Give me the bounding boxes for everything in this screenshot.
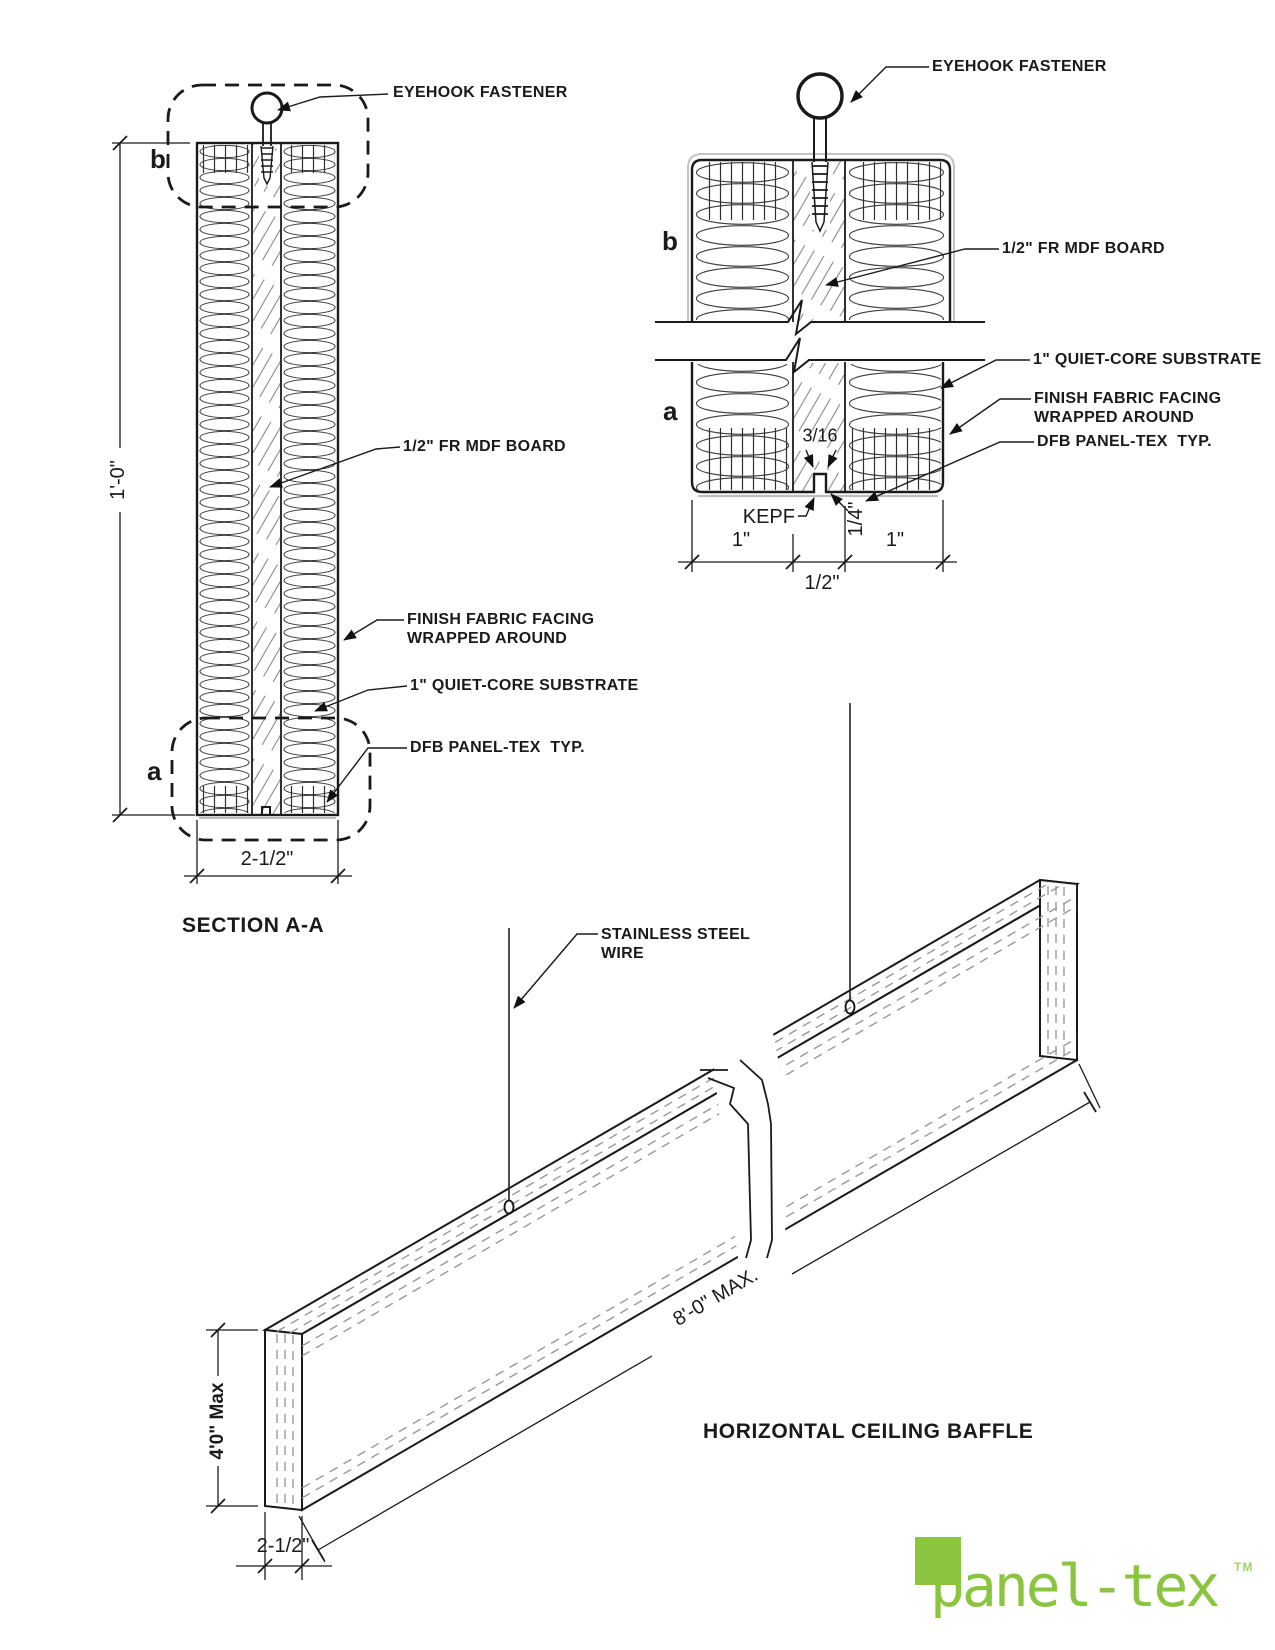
dim-baffle-height: 4'0" Max [206,1382,228,1460]
isometric-drawing [206,703,1100,1580]
label-dfb-paneltex: DFB PANEL-TEX TYP. [410,739,585,756]
marker-b: b [662,226,678,256]
label-mdf-board: 1/2" FR MDF BOARD [403,438,566,455]
label-fabric-facing-2: WRAPPED AROUND [407,630,568,647]
dim-baffle-length: 8'-0" MAX. [669,1263,762,1331]
dim-panel-height: 1'-0" [107,460,130,500]
label-fabric-facing: FINISH FABRIC FACING [407,611,595,628]
dim-panel-width: 2-1/2" [240,848,294,871]
label-eyehook-fastener: EYEHOOK FASTENER [393,84,568,101]
dim-left-inch: 1" [731,529,751,552]
label-stainless-wire: STAINLESS STEEL [601,926,751,943]
label-stainless-wire-2: WIRE [601,945,644,962]
marker-a: a [663,396,678,426]
label-fabric-facing-2: WRAPPED AROUND [1034,409,1195,426]
label-quiet-core: 1" QUIET-CORE SUBSTRATE [1033,351,1262,368]
label-fabric-facing: FINISH FABRIC FACING [1034,390,1222,407]
marker-b: b [150,144,166,174]
label-kerf: KEPF [742,506,795,528]
dim-kerf-depth: 1/4" [845,501,868,537]
dim-right-inch: 1" [885,529,905,552]
brand-tm-mark: TM [1234,1560,1254,1574]
dim-center-half: 1/2" [804,572,840,595]
isometric-title: HORIZONTAL CEILING BAFFLE [703,1420,1034,1443]
marker-a: a [147,756,162,786]
brand-logo-text: panel-tex [930,1552,1218,1620]
label-eyehook-fastener: EYEHOOK FASTENER [932,58,1107,75]
dim-kerf-width: 3/16 [802,425,838,446]
label-dfb-paneltex: DFB PANEL-TEX TYP. [1037,433,1212,450]
detail-drawing [655,67,1034,572]
dim-baffle-width: 2-1/2" [256,1535,310,1558]
label-quiet-core: 1" QUIET-CORE SUBSTRATE [410,677,639,694]
label-mdf-board: 1/2" FR MDF BOARD [1002,240,1165,257]
section-title: SECTION A-A [182,914,325,937]
